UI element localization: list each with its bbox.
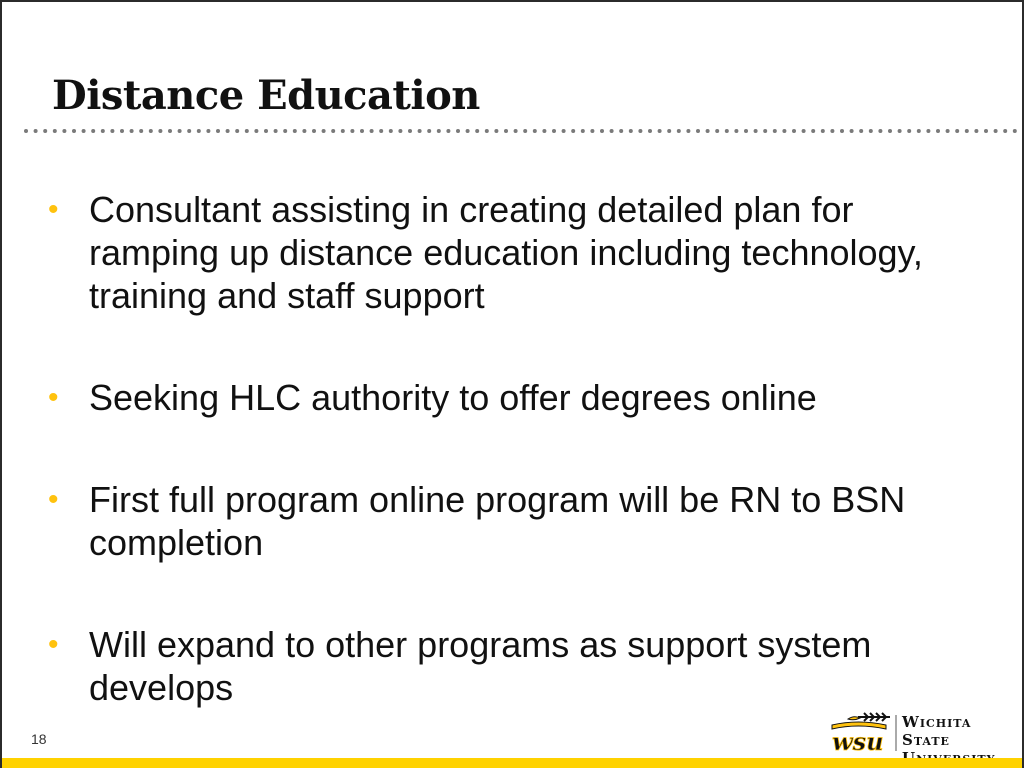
- divider-dot: [389, 129, 393, 133]
- divider-dot: [552, 129, 556, 133]
- divider-dot: [91, 129, 95, 133]
- divider-dot: [1013, 129, 1017, 133]
- divider-dot: [398, 129, 402, 133]
- bullet-item: [48, 623, 948, 709]
- divider-dot: [312, 129, 316, 133]
- divider-dot: [610, 129, 614, 133]
- bullet-marker: •: [48, 381, 59, 414]
- divider-dot: [206, 129, 210, 133]
- divider-dot: [648, 129, 652, 133]
- bullet-marker: •: [48, 193, 59, 226]
- bullet-text: Consultant assisting in creating detailed plan for ramping up distance education including technology, training and staff support: [89, 189, 923, 316]
- divider-dot: [696, 129, 700, 133]
- divider-dot: [734, 129, 738, 133]
- divider-dot: [43, 129, 47, 133]
- divider-dot: [754, 129, 758, 133]
- dotted-divider: [22, 126, 1022, 136]
- divider-dot: [130, 129, 134, 133]
- divider-dot: [667, 129, 671, 133]
- divider-dot: [149, 129, 153, 133]
- divider-dot: [1003, 129, 1007, 133]
- bullet-list: [48, 188, 948, 709]
- divider-dot: [274, 129, 278, 133]
- divider-dot: [178, 129, 182, 133]
- divider-dot: [34, 129, 38, 133]
- divider-dot: [293, 129, 297, 133]
- divider-dot: [782, 129, 786, 133]
- divider-dot: [437, 129, 441, 133]
- divider-dot: [629, 129, 633, 133]
- divider-dot: [955, 129, 959, 133]
- divider-dot: [830, 129, 834, 133]
- divider-dot: [821, 129, 825, 133]
- divider-dot: [542, 129, 546, 133]
- divider-dot: [475, 129, 479, 133]
- divider-dot: [888, 129, 892, 133]
- divider-dot: [226, 129, 230, 133]
- divider-dot: [245, 129, 249, 133]
- divider-dot: [62, 129, 66, 133]
- bullet-text: First full program online program will be RN to BSN completion: [89, 479, 906, 563]
- divider-dot: [254, 129, 258, 133]
- slide-number: 18: [31, 731, 47, 747]
- divider-dot: [965, 129, 969, 133]
- divider-dot: [187, 129, 191, 133]
- divider-dot: [619, 129, 623, 133]
- divider-dot: [706, 129, 710, 133]
- divider-dot: [427, 129, 431, 133]
- divider-dot: [264, 129, 268, 133]
- divider-dot: [792, 129, 796, 133]
- divider-dot: [533, 129, 537, 133]
- divider-dot: [811, 129, 815, 133]
- divider-dot: [936, 129, 940, 133]
- divider-dot: [514, 129, 518, 133]
- divider-dot: [197, 129, 201, 133]
- divider-dot: [139, 129, 143, 133]
- divider-dot: [322, 129, 326, 133]
- slide-title: Distance Education: [52, 72, 480, 119]
- divider-dot: [562, 129, 566, 133]
- divider-dot: [869, 129, 873, 133]
- divider-dot: [638, 129, 642, 133]
- divider-dot: [485, 129, 489, 133]
- divider-dot: [744, 129, 748, 133]
- divider-dot: [235, 129, 239, 133]
- divider-dot: [523, 129, 527, 133]
- divider-dot: [216, 129, 220, 133]
- divider-dot: [283, 129, 287, 133]
- divider-dot: [504, 129, 508, 133]
- divider-dot: [466, 129, 470, 133]
- divider-dot: [984, 129, 988, 133]
- bottom-accent-bar: [2, 758, 1024, 768]
- divider-dot: [773, 129, 777, 133]
- bullet-marker: •: [48, 628, 59, 661]
- divider-dot: [82, 129, 86, 133]
- divider-dot: [677, 129, 681, 133]
- divider-dot: [53, 129, 57, 133]
- bullet-item: [48, 478, 948, 564]
- divider-dot: [840, 129, 844, 133]
- divider-dot: [994, 129, 998, 133]
- divider-dot: [715, 129, 719, 133]
- divider-dot: [408, 129, 412, 133]
- divider-dot: [725, 129, 729, 133]
- bullet-item: [48, 376, 948, 419]
- divider-dot: [802, 129, 806, 133]
- divider-dot: [974, 129, 978, 133]
- divider-dot: [850, 129, 854, 133]
- divider-dot: [600, 129, 604, 133]
- divider-dot: [581, 129, 585, 133]
- bullet-text: Seeking HLC authority to offer degrees online: [89, 377, 817, 418]
- bullet-marker: •: [48, 483, 59, 516]
- divider-dot: [926, 129, 930, 133]
- svg-text:wsu: wsu: [832, 727, 884, 755]
- divider-dot: [686, 129, 690, 133]
- divider-dot: [571, 129, 575, 133]
- divider-dot: [946, 129, 950, 133]
- divider-dot: [446, 129, 450, 133]
- divider-dot: [456, 129, 460, 133]
- divider-dot: [360, 129, 364, 133]
- logo-line-1: Wichita State: [902, 713, 972, 749]
- divider-dot: [110, 129, 114, 133]
- divider-dot: [370, 129, 374, 133]
- divider-dot: [494, 129, 498, 133]
- divider-dot: [158, 129, 162, 133]
- divider-dot: [658, 129, 662, 133]
- divider-dot: [120, 129, 124, 133]
- divider-dot: [418, 129, 422, 133]
- divider-dot: [590, 129, 594, 133]
- divider-dot: [859, 129, 863, 133]
- divider-dot: [331, 129, 335, 133]
- divider-dot: [168, 129, 172, 133]
- divider-dot: [72, 129, 76, 133]
- divider-dot: [101, 129, 105, 133]
- divider-dot: [24, 129, 28, 133]
- divider-dot: [379, 129, 383, 133]
- divider-dot: [907, 129, 911, 133]
- divider-dot: [302, 129, 306, 133]
- divider-dot: [917, 129, 921, 133]
- divider-dot: [350, 129, 354, 133]
- bullet-item: [48, 188, 948, 317]
- divider-dot: [763, 129, 767, 133]
- bullet-text: Will expand to other programs as support system develops: [89, 624, 872, 708]
- divider-dot: [878, 129, 882, 133]
- divider-dot: [898, 129, 902, 133]
- divider-dot: [341, 129, 345, 133]
